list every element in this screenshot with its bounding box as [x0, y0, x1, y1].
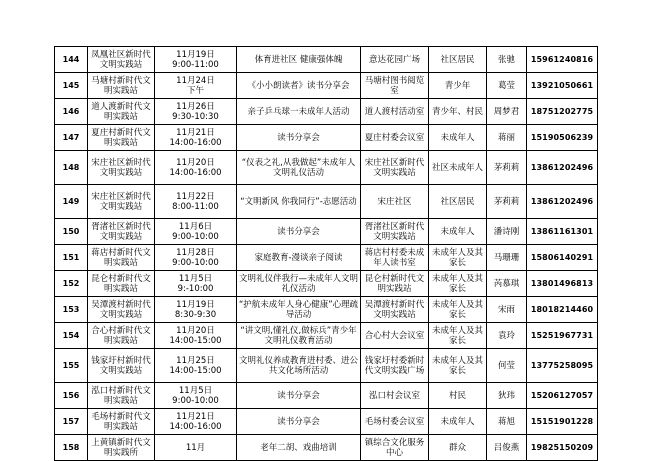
contact-cell: 袁玲	[487, 323, 527, 349]
venue-cell: 泓口村新时代文明实践站	[88, 383, 155, 409]
location-cell: 宋庄社区	[361, 185, 429, 219]
venue-cell: 吴潭渡村新时代文明实践站	[88, 297, 155, 323]
table-row	[55, 297, 598, 323]
venue-cell: 马塘村新时代文明实践站	[88, 73, 155, 99]
location-cell: 毛场村委会议室	[361, 409, 429, 435]
contact-cell: 张驰	[487, 47, 527, 73]
audience-cell: 社区居民	[429, 47, 487, 73]
time-cell: 11月	[155, 435, 237, 461]
venue-cell: 凤凰社区新时代文明实践站	[88, 47, 155, 73]
audience-cell: 未成年人及其家长	[429, 349, 487, 383]
contact-cell: 潘诗刚	[487, 219, 527, 245]
audience-cell: 未成年人及其家长	[429, 297, 487, 323]
row-number: 158	[55, 435, 88, 461]
audience-cell: 未成年人及其家长	[429, 245, 487, 271]
time-cell: 11月21日 14:00-16:00	[155, 409, 237, 435]
phone-cell: 15251967731	[527, 323, 598, 349]
row-number: 150	[55, 219, 88, 245]
audience-cell: 未成年人及其家长	[429, 323, 487, 349]
time-cell: 11月5日 9:00-10:00	[155, 383, 237, 409]
location-cell: 昆仑村新时代文明实践站	[361, 271, 429, 297]
activity-title-cell: “讲文明,懂礼仪,做标兵”青少年文明礼仪教育活动	[237, 323, 361, 349]
location-cell: 泓口村会议室	[361, 383, 429, 409]
location-cell: 夏庄村委会议室	[361, 125, 429, 151]
time-cell: 11月25日 14:00-15:00	[155, 349, 237, 383]
activity-title-cell: 家庭教育-漫谈亲子阅读	[237, 245, 361, 271]
venue-cell: 宋庄社区新时代文明实践站	[88, 151, 155, 185]
activity-table	[54, 46, 598, 461]
contact-cell: 葛莹	[487, 73, 527, 99]
table-row	[55, 271, 598, 297]
phone-cell: 15151901228	[527, 409, 598, 435]
contact-cell: 蒋丽	[487, 125, 527, 151]
table-row	[55, 245, 598, 271]
venue-cell: 上黄镇新时代文明实践所	[88, 435, 155, 461]
time-cell: 11月20日 14:00-16:00	[155, 151, 237, 185]
time-cell: 11月19日 9:00-11:00	[155, 47, 237, 73]
phone-cell: 15206127057	[527, 383, 598, 409]
location-cell: 合心村大会议室	[361, 323, 429, 349]
table-row	[55, 73, 598, 99]
activity-title-cell: “仪表之礼,从我做起”未成年人文明礼仪活动	[237, 151, 361, 185]
location-cell: 蒋店村村委未成年人读书室	[361, 245, 429, 271]
contact-cell: 芮慕琪	[487, 271, 527, 297]
time-cell: 11月21日 14:00-16:00	[155, 125, 237, 151]
table-row	[55, 435, 598, 461]
venue-cell: 宋庄社区新时代文明实践站	[88, 185, 155, 219]
table-row	[55, 125, 598, 151]
venue-cell: 蒋店村新时代文明实践站	[88, 245, 155, 271]
contact-cell: 何莹	[487, 349, 527, 383]
time-cell: 11月6日 9:00-10:00	[155, 219, 237, 245]
row-number: 151	[55, 245, 88, 271]
activity-title-cell: 读书分享会	[237, 219, 361, 245]
table-row	[55, 99, 598, 125]
contact-cell: 茅莉莉	[487, 185, 527, 219]
venue-cell: 毛场村新时代文明实践站	[88, 409, 155, 435]
activity-title-cell: 读书分享会	[237, 383, 361, 409]
table-row	[55, 151, 598, 185]
time-cell: 11月20日 14:00-15:00	[155, 323, 237, 349]
phone-cell: 13861161301	[527, 219, 598, 245]
audience-cell: 未成年人及其家长	[429, 271, 487, 297]
activity-title-cell: “护航未成年人身心健康”心理疏导活动	[237, 297, 361, 323]
activity-title-cell: 读书分享会	[237, 125, 361, 151]
contact-cell: 茅莉莉	[487, 151, 527, 185]
phone-cell: 13921050661	[527, 73, 598, 99]
activity-title-cell: 老年二胡、戏曲培训	[237, 435, 361, 461]
venue-cell: 合心村新时代文明实践站	[88, 323, 155, 349]
audience-cell: 未成年人	[429, 219, 487, 245]
row-number: 155	[55, 349, 88, 383]
contact-cell: 马珊珊	[487, 245, 527, 271]
time-cell: 11月5日 9:-10:00	[155, 271, 237, 297]
activity-schedule-sheet	[54, 46, 597, 461]
activity-title-cell: 读书分享会	[237, 409, 361, 435]
audience-cell: 青少年、村民	[429, 99, 487, 125]
table-row	[55, 383, 598, 409]
audience-cell: 群众	[429, 435, 487, 461]
row-number: 147	[55, 125, 88, 151]
audience-cell: 青少年	[429, 73, 487, 99]
phone-cell: 13861202496	[527, 151, 598, 185]
table-row	[55, 323, 598, 349]
time-cell: 11月24日 下午	[155, 73, 237, 99]
venue-cell: 夏庄村新时代文明实践站	[88, 125, 155, 151]
phone-cell: 13801496813	[527, 271, 598, 297]
phone-cell: 15190506239	[527, 125, 598, 151]
contact-cell: 周梦君	[487, 99, 527, 125]
row-number: 153	[55, 297, 88, 323]
audience-cell: 未成年人	[429, 125, 487, 151]
row-number: 148	[55, 151, 88, 185]
table-row	[55, 47, 598, 73]
table-row	[55, 409, 598, 435]
audience-cell: 社区居民	[429, 185, 487, 219]
row-number: 146	[55, 99, 88, 125]
venue-cell: 昆仑村新时代文明实践站	[88, 271, 155, 297]
activity-title-cell: 文明礼仪养成教育进村委、进公共文化场所活动	[237, 349, 361, 383]
row-number: 145	[55, 73, 88, 99]
phone-cell: 19825150209	[527, 435, 598, 461]
time-cell: 11月28日 9:00-10:00	[155, 245, 237, 271]
phone-cell: 15961240816	[527, 47, 598, 73]
phone-cell: 18751202775	[527, 99, 598, 125]
venue-cell: 道人渡新时代文明实践站	[88, 99, 155, 125]
venue-cell: 钱家圩村新时代文明实践站	[88, 349, 155, 383]
time-cell: 11月26日 9:30-10:30	[155, 99, 237, 125]
row-number: 149	[55, 185, 88, 219]
activity-title-cell: 《小小朗读者》读书分享会	[237, 73, 361, 99]
activity-title-cell: 体育进社区 健康强体魄	[237, 47, 361, 73]
time-cell: 11月19日 8:30-9:30	[155, 297, 237, 323]
phone-cell: 15806140291	[527, 245, 598, 271]
phone-cell: 18018214460	[527, 297, 598, 323]
location-cell: 胥渚社区新时代文明实践站	[361, 219, 429, 245]
table-row	[55, 185, 598, 219]
contact-cell: 蒋旭	[487, 409, 527, 435]
audience-cell: 社区未成年人	[429, 151, 487, 185]
table-row	[55, 219, 598, 245]
location-cell: 镇综合文化服务中心	[361, 435, 429, 461]
venue-cell: 胥渚社区新时代文明实践站	[88, 219, 155, 245]
audience-cell: 未成年人	[429, 409, 487, 435]
row-number: 144	[55, 47, 88, 73]
location-cell: 马塘村图书阅览室	[361, 73, 429, 99]
contact-cell: 宋雨	[487, 297, 527, 323]
activity-title-cell: 文明礼仪伴我行—未成年人文明礼仪活动	[237, 271, 361, 297]
row-number: 157	[55, 409, 88, 435]
activity-title-cell: “文明新风 你我同行”-志愿活动	[237, 185, 361, 219]
activity-title-cell: 亲子乒乓球一未成年人活动	[237, 99, 361, 125]
location-cell: 钱家圩村委新时代文明实践广场	[361, 349, 429, 383]
row-number: 156	[55, 383, 88, 409]
audience-cell: 村民	[429, 383, 487, 409]
row-number: 152	[55, 271, 88, 297]
time-cell: 11月22日 8:00-11:00	[155, 185, 237, 219]
table-row	[55, 349, 598, 383]
contact-cell: 狄玮	[487, 383, 527, 409]
row-number: 154	[55, 323, 88, 349]
location-cell: 宋庄社区新时代文明实践站	[361, 151, 429, 185]
location-cell: 道人渡村活动室	[361, 99, 429, 125]
contact-cell: 吕俊燕	[487, 435, 527, 461]
location-cell: 意达花园广场	[361, 47, 429, 73]
location-cell: 吴潭渡村新时代文明实践站	[361, 297, 429, 323]
phone-cell: 13861202496	[527, 185, 598, 219]
phone-cell: 13775258095	[527, 349, 598, 383]
